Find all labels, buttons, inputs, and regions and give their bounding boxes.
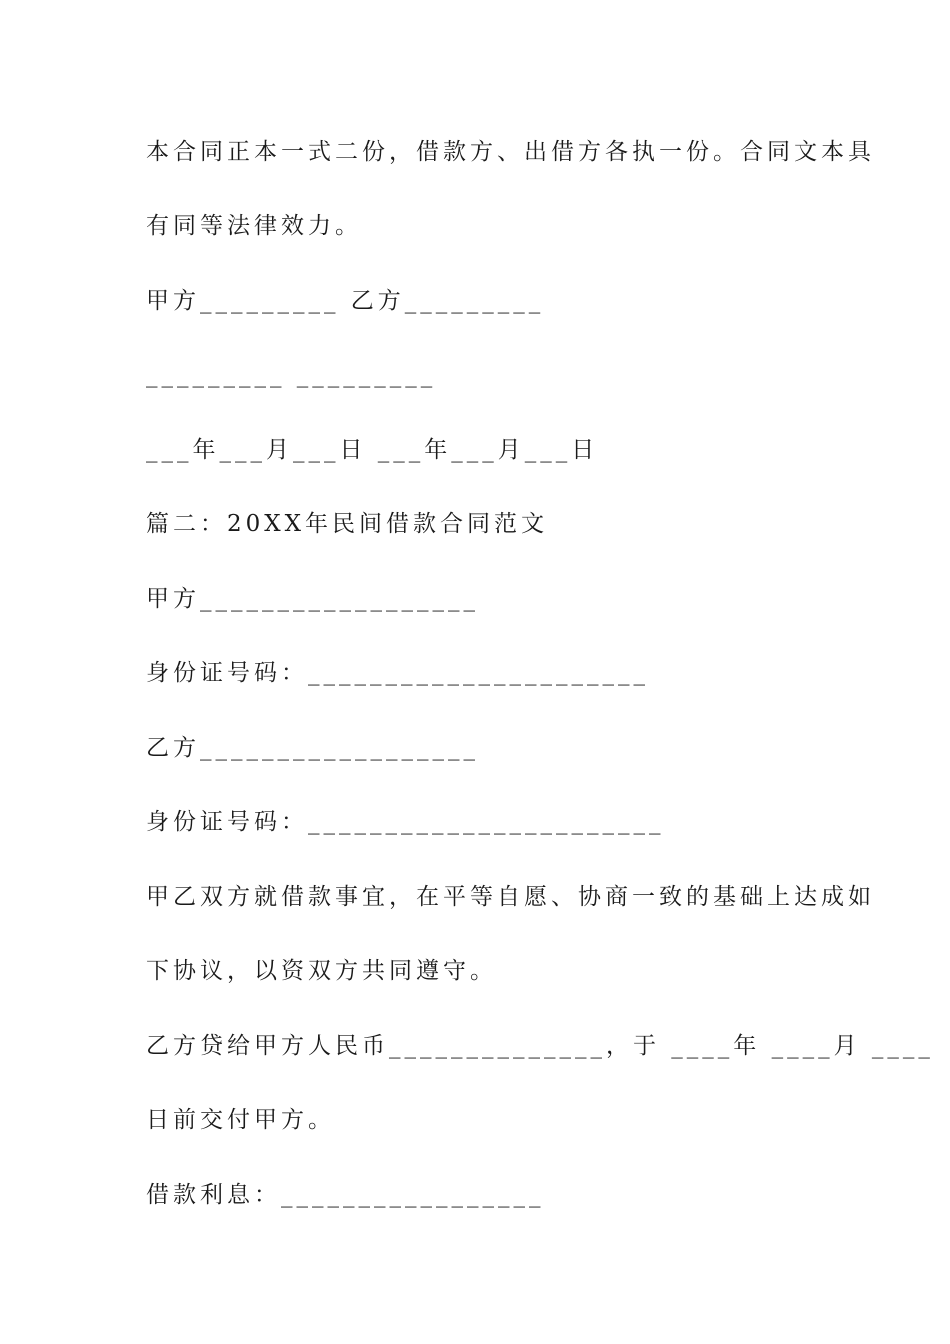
paragraph-line: 下协议，以资双方共同遵守。 bbox=[146, 958, 497, 984]
date-line: ___年___月___日 ___年___月___日 bbox=[146, 437, 599, 463]
signature-blank-line: _________ _________ bbox=[146, 362, 437, 388]
paragraph-line: 本合同正本一式二份，借款方、出借方各执一份。合同文本具 bbox=[146, 139, 875, 165]
paragraph-line: 日前交付甲方。 bbox=[146, 1107, 335, 1133]
party-b-id-line: 身份证号码：_______________________ bbox=[146, 809, 665, 835]
paragraph-line: 甲乙双方就借款事宜，在平等自愿、协商一致的基础上达成如 bbox=[146, 884, 875, 910]
party-a-id-line: 身份证号码：______________________ bbox=[146, 660, 649, 686]
interest-line: 借款利息：_________________ bbox=[146, 1182, 545, 1208]
section-heading: 篇二：20XX年民间借款合同范文 bbox=[146, 511, 549, 537]
party-b-line: 乙方__________________ bbox=[146, 735, 479, 761]
loan-amount-line: 乙方贷给甲方人民币______________，于 ____年 ____月 ____ bbox=[146, 1033, 934, 1059]
signature-line: 甲方_________ 乙方_________ bbox=[146, 288, 545, 314]
paragraph-line: 有同等法律效力。 bbox=[146, 213, 362, 239]
party-a-line: 甲方__________________ bbox=[146, 586, 479, 612]
